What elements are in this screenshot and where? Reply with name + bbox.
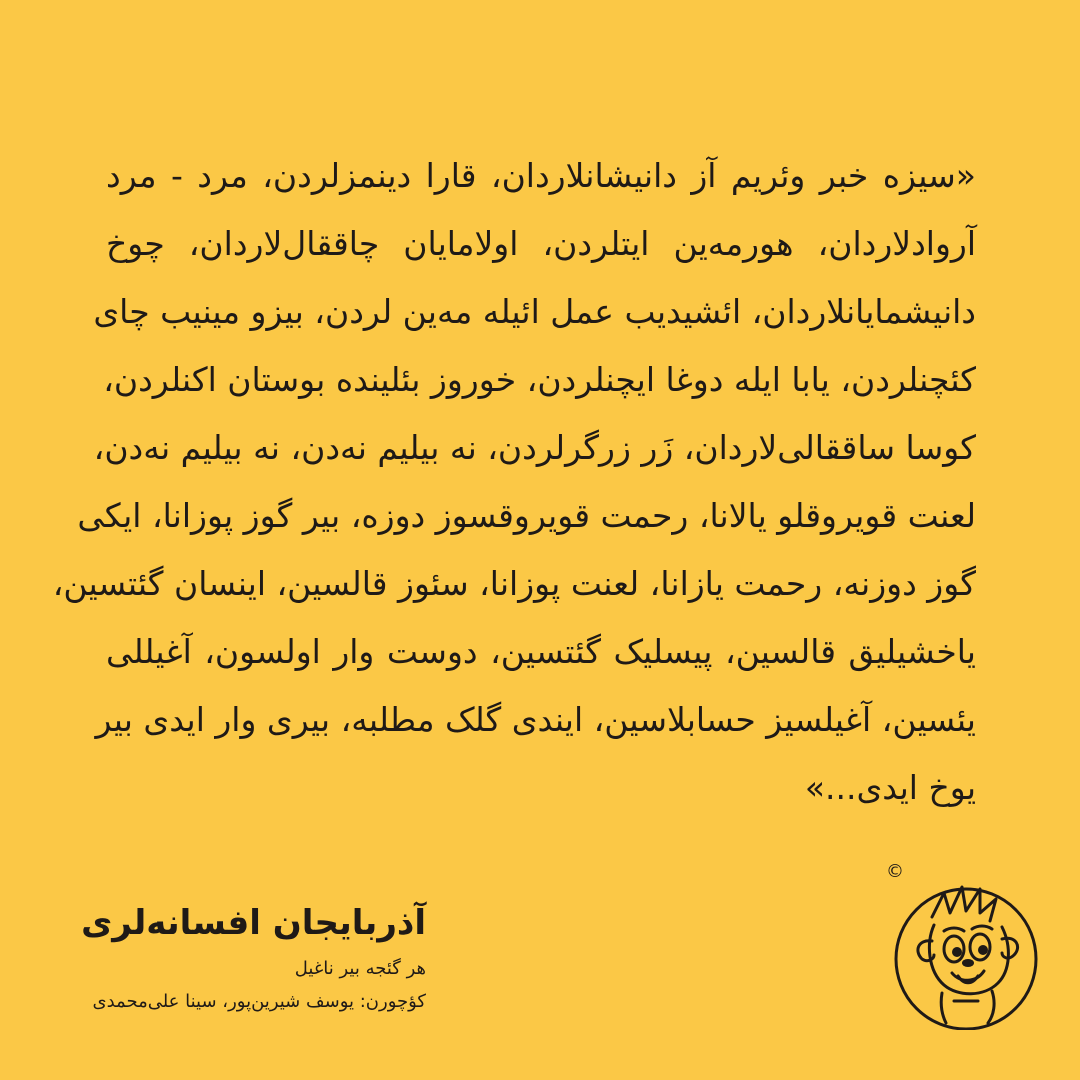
series-subtitle: هر گئجه بیر ناغیل [294, 958, 426, 979]
quote-line: لعنت قویروقلو یالانا، رحمت قویروقسوز دوزه، بیر گوز پوزانا، ایکی [77, 496, 976, 535]
quote-line: یئسین، آغیلسیز حسابلاسین، ایندی گلک مطلبه، بیری وار ایدی بیر [95, 700, 976, 739]
authors-credit: کؤچورن: یوسف شیرین‌پور، سینا علی‌محمدی [92, 991, 426, 1012]
quote-line: کئچنلردن، یابا ایله دوغا ایچنلردن، خوروز بئلینده بوستان اکنلردن، [103, 360, 976, 399]
quote-line: یاخشیلیق قالسین، پیسلیک گئتسین، دوست وار اولسون، آغیللی [106, 632, 976, 671]
footer [81, 896, 426, 1018]
quote-line: دانیشمایانلاردان، ائشیدیب عمل ائیله مه‌ین لردن، بیزو مینیب چای [93, 292, 976, 331]
series-title: آذربایجان افسانه‌لری [81, 903, 426, 943]
quote-line: کوسا ساققالی‌لاردان، زَر زرگرلردن، نه بیلیم نه‌دن، نه بیلیم نه‌دن، [93, 428, 976, 467]
copyright-symbol: © [886, 861, 904, 882]
quote-line: آروادلاردان، هورمه‌ین ایتلردن، اولامایان چاققال‌لاردان، چوخ [106, 224, 976, 263]
quote-text-block [52, 142, 976, 822]
mascot-logo-icon [884, 855, 1044, 1030]
quote-line: گوز دوزنه، رحمت یازانا، لعنت پوزانا، سئوز قالسین، اینسان گئتسین، [52, 564, 976, 603]
quote-line: «سیزه خبر وئریم آز دانیشانلاردان، قارا دینمزلردن، مرد - مرد [106, 156, 976, 195]
quote-line: یوخ ایدی...» [804, 768, 976, 807]
